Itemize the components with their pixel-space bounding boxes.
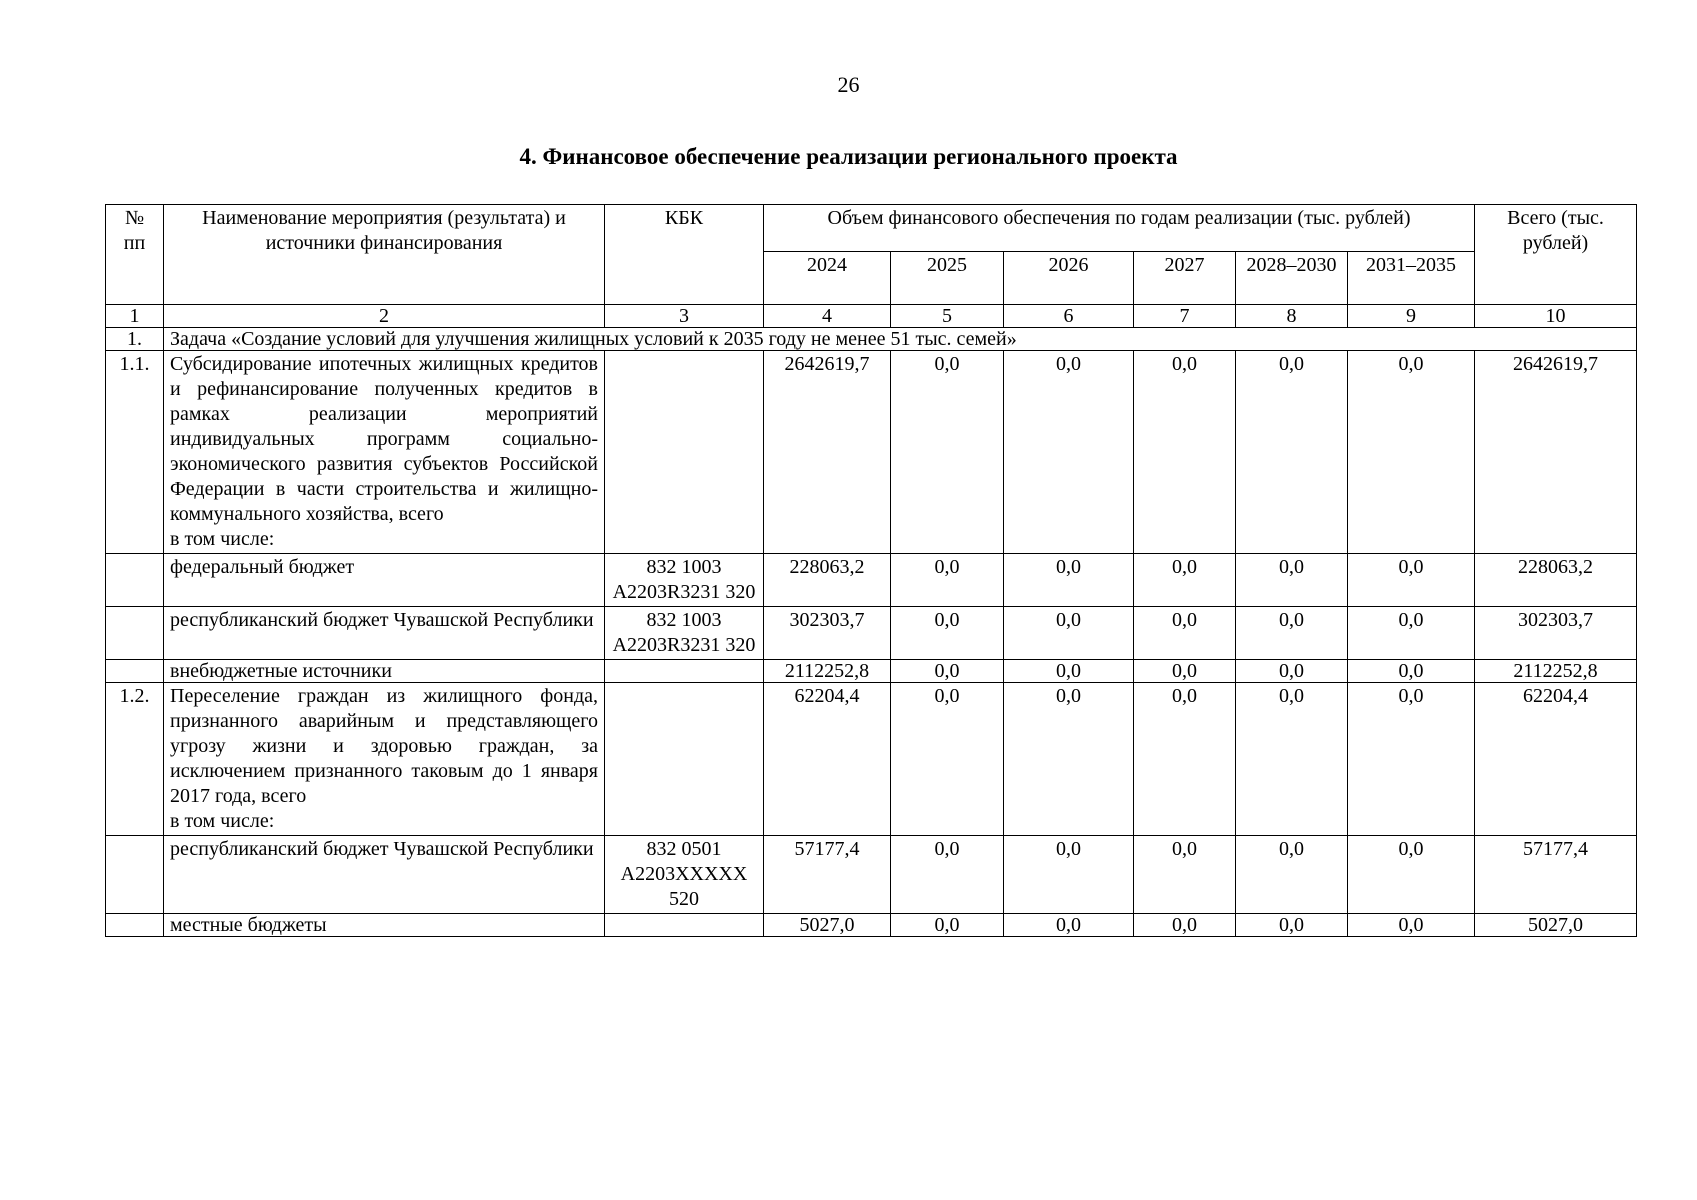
row-kbk: 832 1003 А2203R3231 320: [605, 607, 764, 660]
column-number: 4: [764, 305, 891, 328]
header-year: 2025: [891, 252, 1004, 305]
row-value: 0,0: [1004, 351, 1134, 554]
header-num: № пп: [106, 205, 164, 305]
row-num: [106, 914, 164, 937]
row-value: 0,0: [891, 836, 1004, 914]
row-kbk: 832 1003 А2203R3231 320: [605, 554, 764, 607]
row-num: 1.1.: [106, 351, 164, 554]
row-value: 0,0: [891, 554, 1004, 607]
row-value: 0,0: [1348, 607, 1475, 660]
row-name-sub: в том числе:: [170, 528, 275, 550]
row-value: 0,0: [1348, 660, 1475, 683]
header-year: 2027: [1134, 252, 1236, 305]
table-row: [106, 660, 1637, 683]
header-name: Наименование мероприятия (результата) и источники финансирования: [164, 205, 605, 305]
row-kbk: [605, 914, 764, 937]
row-value: 0,0: [1134, 351, 1236, 554]
task-text: Задача «Создание условий для улучшения жилищных условий к 2035 году не менее 51 тыс. семей»: [164, 328, 1637, 351]
row-value: 0,0: [1236, 607, 1348, 660]
column-number-row: [106, 305, 1637, 328]
row-kbk: [605, 351, 764, 554]
table-row: [106, 836, 1637, 914]
header-year: 2028–2030: [1236, 252, 1348, 305]
column-number: 10: [1475, 305, 1637, 328]
row-kbk: [605, 660, 764, 683]
row-value: 0,0: [1004, 836, 1134, 914]
column-number: 7: [1134, 305, 1236, 328]
row-num: [106, 660, 164, 683]
row-name-sub: в том числе:: [170, 810, 275, 832]
row-value: 0,0: [891, 683, 1004, 836]
row-total: 62204,4: [1475, 683, 1637, 836]
table-row: [106, 607, 1637, 660]
row-value: 0,0: [1348, 836, 1475, 914]
row-name: республиканский бюджет Чувашской Республики: [164, 607, 605, 660]
table-row: [106, 914, 1637, 937]
row-value: 0,0: [1134, 660, 1236, 683]
row-value: 2642619,7: [764, 351, 891, 554]
row-num: [106, 554, 164, 607]
header-year: 2026: [1004, 252, 1134, 305]
row-total: 302303,7: [1475, 607, 1637, 660]
column-number: 3: [605, 305, 764, 328]
header-year: 2024: [764, 252, 891, 305]
row-value: 0,0: [1348, 351, 1475, 554]
column-number: 8: [1236, 305, 1348, 328]
column-number: 2: [164, 305, 605, 328]
row-value: 0,0: [1134, 914, 1236, 937]
row-value: 0,0: [1236, 351, 1348, 554]
row-value: 0,0: [1004, 660, 1134, 683]
row-value: 57177,4: [764, 836, 891, 914]
row-value: 0,0: [891, 351, 1004, 554]
task-row: [106, 328, 1637, 351]
row-value: 0,0: [1348, 554, 1475, 607]
row-value: 5027,0: [764, 914, 891, 937]
header-row: [106, 205, 1637, 252]
row-value: 0,0: [891, 607, 1004, 660]
row-value: 0,0: [1236, 660, 1348, 683]
row-total: 2112252,8: [1475, 660, 1637, 683]
row-value: 302303,7: [764, 607, 891, 660]
row-value: 0,0: [1134, 836, 1236, 914]
table-row: [106, 554, 1637, 607]
column-number: 9: [1348, 305, 1475, 328]
row-value: 228063,2: [764, 554, 891, 607]
row-num: [106, 607, 164, 660]
row-value: 0,0: [1004, 683, 1134, 836]
row-value: 0,0: [1348, 683, 1475, 836]
row-name: [164, 683, 605, 836]
page-title: 4. Финансовое обеспечение реализации регионального проекта: [519, 144, 1178, 169]
row-value: 0,0: [1236, 554, 1348, 607]
row-kbk: [605, 683, 764, 836]
row-total: 228063,2: [1475, 554, 1637, 607]
column-number: 5: [891, 305, 1004, 328]
table-row: [106, 351, 1637, 554]
header-volume: Объем финансового обеспечения по годам реализации (тыс. рублей): [764, 205, 1475, 252]
row-value: 0,0: [1236, 683, 1348, 836]
column-number: 1: [106, 305, 164, 328]
row-name-text: Субсидирование ипотечных жилищных кредитов и рефинансирование полученных кредитов в рамках реализации мероприятий индивидуальных программ социально-экономического развития субъектов Российской Федерации в части строительства и жилищно-коммунального хозяйства, всего: [170, 353, 598, 525]
row-value: 0,0: [1236, 914, 1348, 937]
row-value: 0,0: [891, 660, 1004, 683]
row-name-text: Переселение граждан из жилищного фонда, признанного аварийным и представляющего угрозу жизни и здоровью граждан, за исключением признанного таковым до 1 января 2017 года, всего: [170, 685, 598, 807]
table-row: [106, 683, 1637, 836]
row-kbk: 832 0501 А2203XXXXX 520: [605, 836, 764, 914]
row-value: 0,0: [1134, 607, 1236, 660]
row-name: республиканский бюджет Чувашской Республики: [164, 836, 605, 914]
row-total: 57177,4: [1475, 836, 1637, 914]
row-value: 0,0: [1004, 554, 1134, 607]
row-value: 0,0: [1004, 607, 1134, 660]
row-value: 0,0: [1348, 914, 1475, 937]
row-value: 62204,4: [764, 683, 891, 836]
row-name: [164, 351, 605, 554]
row-value: 2112252,8: [764, 660, 891, 683]
task-num: 1.: [106, 328, 164, 351]
row-total: 2642619,7: [1475, 351, 1637, 554]
row-value: 0,0: [1236, 836, 1348, 914]
financing-table: [105, 204, 1637, 937]
header-kbk: КБК: [605, 205, 764, 305]
row-value: 0,0: [1004, 914, 1134, 937]
column-number: 6: [1004, 305, 1134, 328]
row-name: внебюджетные источники: [164, 660, 605, 683]
row-name: местные бюджеты: [164, 914, 605, 937]
row-num: [106, 836, 164, 914]
row-value: 0,0: [891, 914, 1004, 937]
header-year: 2031–2035: [1348, 252, 1475, 305]
row-total: 5027,0: [1475, 914, 1637, 937]
row-name: федеральный бюджет: [164, 554, 605, 607]
row-value: 0,0: [1134, 683, 1236, 836]
header-total: Всего (тыс. рублей): [1475, 205, 1637, 305]
row-num: 1.2.: [106, 683, 164, 836]
page-number: 26: [837, 72, 860, 97]
row-value: 0,0: [1134, 554, 1236, 607]
